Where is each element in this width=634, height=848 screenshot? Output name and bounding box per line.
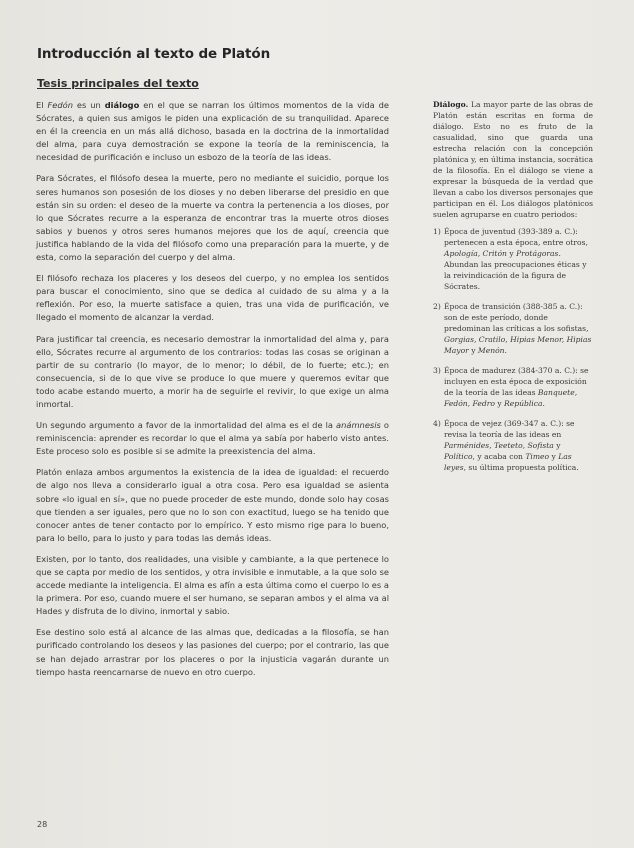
work-title: Apología, Critón <box>444 249 507 258</box>
period-desc: se revisa la teoría de las ideas en <box>444 419 575 439</box>
period-desc: se incluyen en esta época de exposición de la teoría de las ideas <box>444 366 589 397</box>
work-title: Protágoras <box>516 249 559 258</box>
main-text-column <box>36 99 389 687</box>
period-text <box>444 365 593 409</box>
period-desc: , y acaba con <box>472 452 526 461</box>
period-desc: pertenecen a esta época, entre otros, <box>444 238 588 247</box>
periods-list <box>433 226 593 473</box>
period-desc: . <box>542 399 545 408</box>
period-desc: . <box>504 346 507 355</box>
period-number: 1) <box>433 227 441 236</box>
period-number: 2) <box>433 302 441 311</box>
work-title: República <box>504 399 543 408</box>
work-title: Gorgias, Cratilo, Hipias Menor, Hipias Mayor <box>444 335 592 355</box>
paragraph: Para justificar tal creencia, es necesario demostrar la inmortalidad del alma y, para ello, Sócrates recurre al argumento de los contrarios: todas las cosas se originan a partir de su contrario (lo mayor, de lo menor; lo débil, de lo fuerte; etc.); en consecuencia, si de lo que vive se produce lo que muere y queremos evitar que todo acabe estando muerto, a morir ha de seguirle el revivir, lo que exige un alma inmortal. <box>36 333 389 409</box>
paragraph: El filósofo rechaza los placeres y los deseos del cuerpo, y no emplea los sentidos para buscar el conocimiento, sino que se dedica al cuidado de su alma y a la reflexión. Por eso, la muerte satisface a quien, tras una vida de purificación, ve llegado el momento de alcanzar la verdad. <box>36 273 389 323</box>
page-title: Introducción al texto de Platón <box>37 46 271 62</box>
period-text <box>444 418 593 473</box>
work-title: Timeo <box>525 452 550 461</box>
work-title: Las leyes <box>444 452 572 472</box>
period-item <box>433 365 593 409</box>
period-desc: . Abundan las preocupaciones éticas y la reivindicación de la figura de Sócrates. <box>444 249 587 291</box>
paragraph: Para Sócrates, el filósofo desea la muerte, pero no mediante el suicidio, porque los seres humanos son posesión de los dioses y no deben liberarse del presidio en que están sin su orden: el deseo de la muerte va contra la pertenencia a los dioses, por lo que Sócrates recurre a la esperanza de encontrar tras la muerte otros dioses sabios y buenos y otros seres humanos mejores que los de aquí, creencia que justifica hablando de la vida del filósofo como una preparación para la muerte, y de esta, como la separación del cuerpo y del alma. <box>36 173 389 263</box>
period-desc: y <box>494 399 505 408</box>
period-number: 3) <box>433 366 441 375</box>
period-desc: y <box>549 452 559 461</box>
period-desc: y <box>553 441 561 450</box>
sidebar-term: Diálogo. <box>433 100 469 109</box>
sidebar-intro: Diálogo. La mayor parte de las obras de Platón están escritas en forma de diálogo. Esto no es fruto de la casualidad, sino que guarda una estrecha relación con la concepción platónica y, en última instancia, socrática de la filosofía. En el diálogo se viene a expresar la búsqueda de la verdad que llevan a cabo los diversos personajes que participan en él. Los diálogos platónicos suelen agruparse en cuatro periodos: <box>433 100 593 219</box>
work-title: Banquete, Fedón, Fedro <box>444 388 578 408</box>
period-number: 4) <box>433 419 441 428</box>
period-text <box>444 226 593 292</box>
period-desc: y <box>468 346 478 355</box>
period-heading: Época de madurez (384-370 a. C.): <box>444 366 578 375</box>
work-title: Menón <box>477 346 505 355</box>
work-title: Parménides, Teeteto, Sofista <box>444 441 554 450</box>
period-desc: , su última propuesta política. <box>463 463 579 472</box>
period-heading: Época de vejez (369-347 a. C.): <box>444 419 564 428</box>
paragraph: Platón enlaza ambos argumentos la existencia de la idea de igualdad: el recuerdo de algo nos lleva a considerarlo igual a otra cosa. Pero esa igualdad se asienta sobre «lo igual en sí», que no puede proceder de este mundo, donde solo hay cosas que tienden a ser iguales, pero que no lo son con exactitud, luego se ha tenido que conocer antes de tener contacto por lo empírico. Y esto mismo rige para lo bueno, para lo bello, para lo justo y para todas las demás ideas. <box>36 467 389 543</box>
period-item <box>433 226 593 292</box>
period-item <box>433 418 593 473</box>
period-text <box>444 301 593 356</box>
period-desc: son de este período, donde predominan las críticas a los sofistas, <box>444 313 589 333</box>
period-desc: y <box>506 249 517 258</box>
paragraph: Un segundo argumento a favor de la inmortalidad del alma es el de la anámnesis o reminiscencia: aprender es recordar lo que el alma ya sabía por haberlo visto antes. Este proceso solo es posible si se admite la preexistencia del alma. <box>36 420 390 457</box>
paragraph: Existen, por lo tanto, dos realidades, una visible y cambiante, a la que pertenece lo que se capta por medio de los sentidos, y otra invisible e inmutable, a la que solo se accede mediante la inteligencia. El alma es afín a esta última como el cuerpo lo es a la primera. Por eso, cuando muere el ser humano, se separan ambos y el alma va al Hades y disfruta de lo divino, inmortal y sabio. <box>36 553 389 617</box>
page-number: 28 <box>37 820 48 829</box>
work-title: Político <box>444 452 473 461</box>
period-heading: Época de transición (388-385 a. C.): <box>444 302 583 311</box>
section-subtitle: Tesis principales del texto <box>37 77 199 90</box>
period-item <box>433 301 593 356</box>
paragraph: Ese destino solo está al alcance de las almas que, dedicadas a la filosofía, se han purificado controlando los deseos y las pasiones del cuerpo; por el contrario, las que se han dejado arrastrar por los placeres o por la injusticia vagarán durante un tiempo hasta reencarnarse de nuevo en otro cuerpo. <box>36 627 389 677</box>
period-heading: Época de juventud (393-389 a. C.): <box>444 227 578 236</box>
paragraph: El Fedón es un diálogo en el que se narran los últimos momentos de la vida de Sócrates, a quien sus amigos le piden una explicación de su tranquilidad. Aparece en él la creencia en un más allá dichoso, basada en la doctrina de la inmortalidad del alma, para cuya demostración se expone la teoría de la reminiscencia, la necesidad de purificación e incluso un esbozo de la teoría de las ideas. <box>36 100 389 163</box>
sidebar-note <box>433 99 593 482</box>
